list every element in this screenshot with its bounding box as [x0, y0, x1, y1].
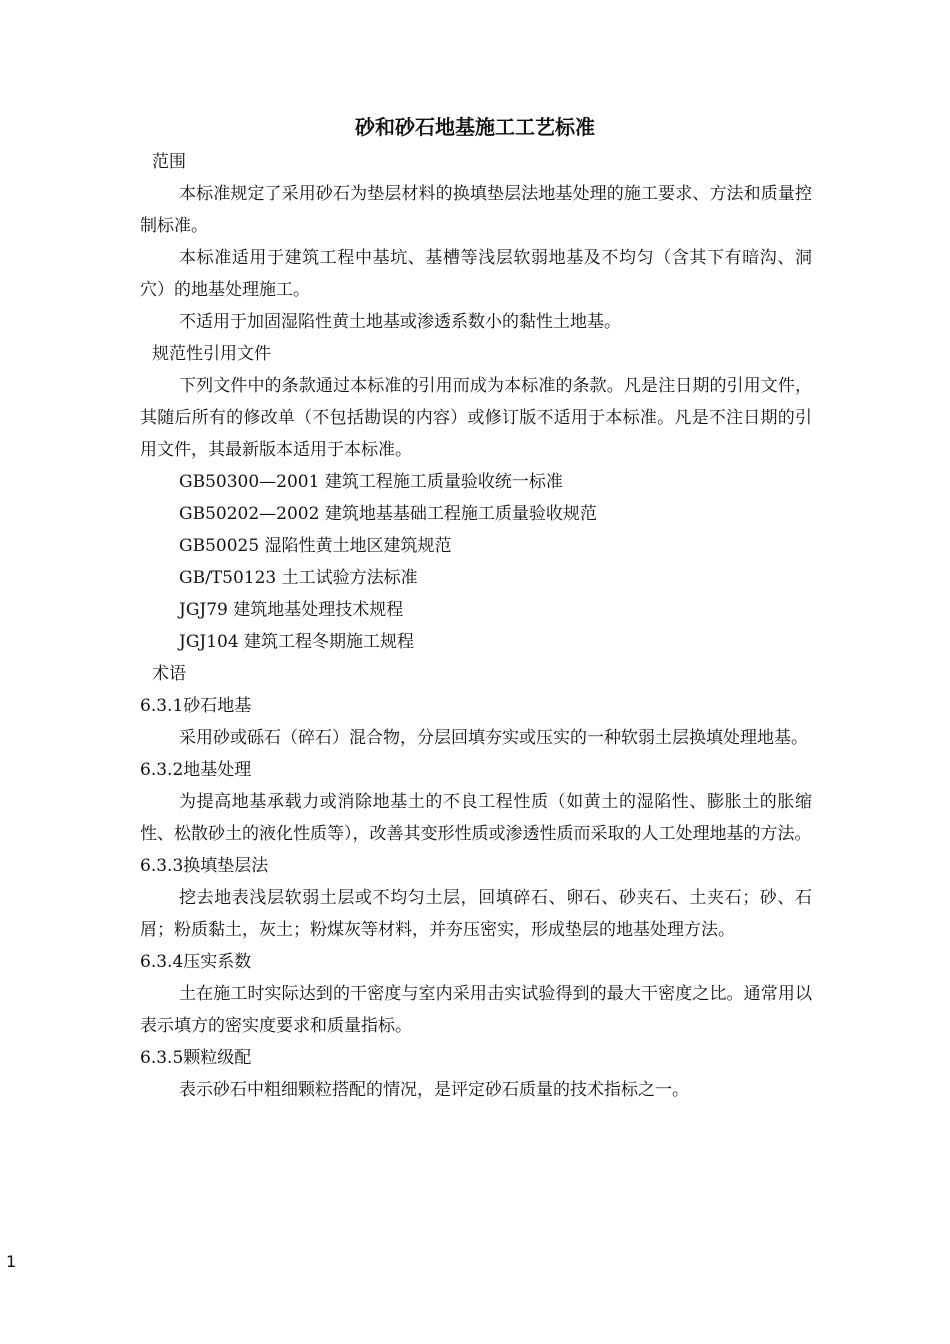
clause-number: 6.3.2 [140, 760, 184, 780]
scope-paragraph: 不适用于加固湿陷性黄土地基或渗透系数小的黏性土地基。 [179, 312, 621, 332]
clause-name: 颗粒级配 [183, 1048, 252, 1068]
term-clause-heading [140, 754, 812, 786]
clause-number: 6.3.3 [140, 856, 184, 876]
term-definition: 采用砂或砾石（碎石）混合物，分层回填夯实或压实的一种软弱土层换填处理地基。 [179, 728, 808, 748]
term-definition: 土在施工时实际达到的干密度与室内采用击实试验得到的最大干密度之比。通常用以表示填方的密实度要求和质量指标。 [140, 984, 812, 1036]
reference-item: GB50202—2002 建筑地基基础工程施工质量验收规范 [179, 504, 597, 524]
document-body [140, 146, 812, 1106]
reference-item: JGJ104 建筑工程冬期施工规程 [179, 632, 415, 652]
scope-paragraph: 本标准规定了采用砂石为垫层材料的换填垫层法地基处理的施工要求、方法和质量控制标准。 [140, 184, 812, 236]
references-intro: 下列文件中的条款通过本标准的引用而成为本标准的条款。凡是注日期的引用文件，其随后所有的修改单（不包括勘误的内容）或修订版不适用于本标准。凡是不注日期的引用文件，其最新版本适用于本标准。 [140, 376, 812, 460]
term-clause-heading [140, 690, 812, 722]
term-definition: 挖去地表浅层软弱土层或不均匀土层，回填碎石、卵石、砂夹石、土夹石；砂、石屑；粉质黏土，灰土；粉煤灰等材料，并夯压密实，形成垫层的地基处理方法。 [140, 888, 812, 940]
reference-item: GB50300—2001 建筑工程施工质量验收统一标准 [179, 472, 563, 492]
term-clause-heading [140, 946, 812, 978]
term-clause-heading [140, 850, 812, 882]
reference-item: GB50025 湿陷性黄土地区建筑规范 [179, 536, 452, 556]
clause-name: 地基处理 [183, 760, 252, 780]
term-clause-heading [140, 1042, 812, 1074]
term-definition: 表示砂石中粗细颗粒搭配的情况，是评定砂石质量的技术指标之一。 [179, 1080, 689, 1100]
clause-name: 换填垫层法 [183, 856, 269, 876]
section-heading-references: 规范性引用文件 [152, 344, 271, 364]
scope-paragraph: 本标准适用于建筑工程中基坑、基槽等浅层软弱地基及不均匀（含其下有暗沟、洞穴）的地基处理施工。 [140, 248, 812, 300]
clause-name: 压实系数 [183, 952, 252, 972]
reference-item: GB/T50123 土工试验方法标准 [179, 568, 418, 588]
section-heading-terms: 术语 [152, 664, 186, 684]
section-heading-scope: 范围 [152, 152, 186, 172]
document-title: 砂和砂石地基施工工艺标准 [355, 115, 595, 139]
clause-name: 砂石地基 [183, 696, 252, 716]
term-definition: 为提高地基承载力或消除地基土的不良工程性质（如黄土的湿陷性、膨胀土的胀缩性、松散砂土的液化性质等），改善其变形性质或渗透性质而采取的人工处理地基的方法。 [140, 792, 812, 844]
page-number: 1 [6, 1252, 17, 1271]
reference-item: JGJ79 建筑地基处理技术规程 [179, 600, 404, 620]
clause-number: 6.3.5 [140, 1048, 184, 1068]
clause-number: 6.3.1 [140, 696, 184, 716]
clause-number: 6.3.4 [140, 952, 184, 972]
